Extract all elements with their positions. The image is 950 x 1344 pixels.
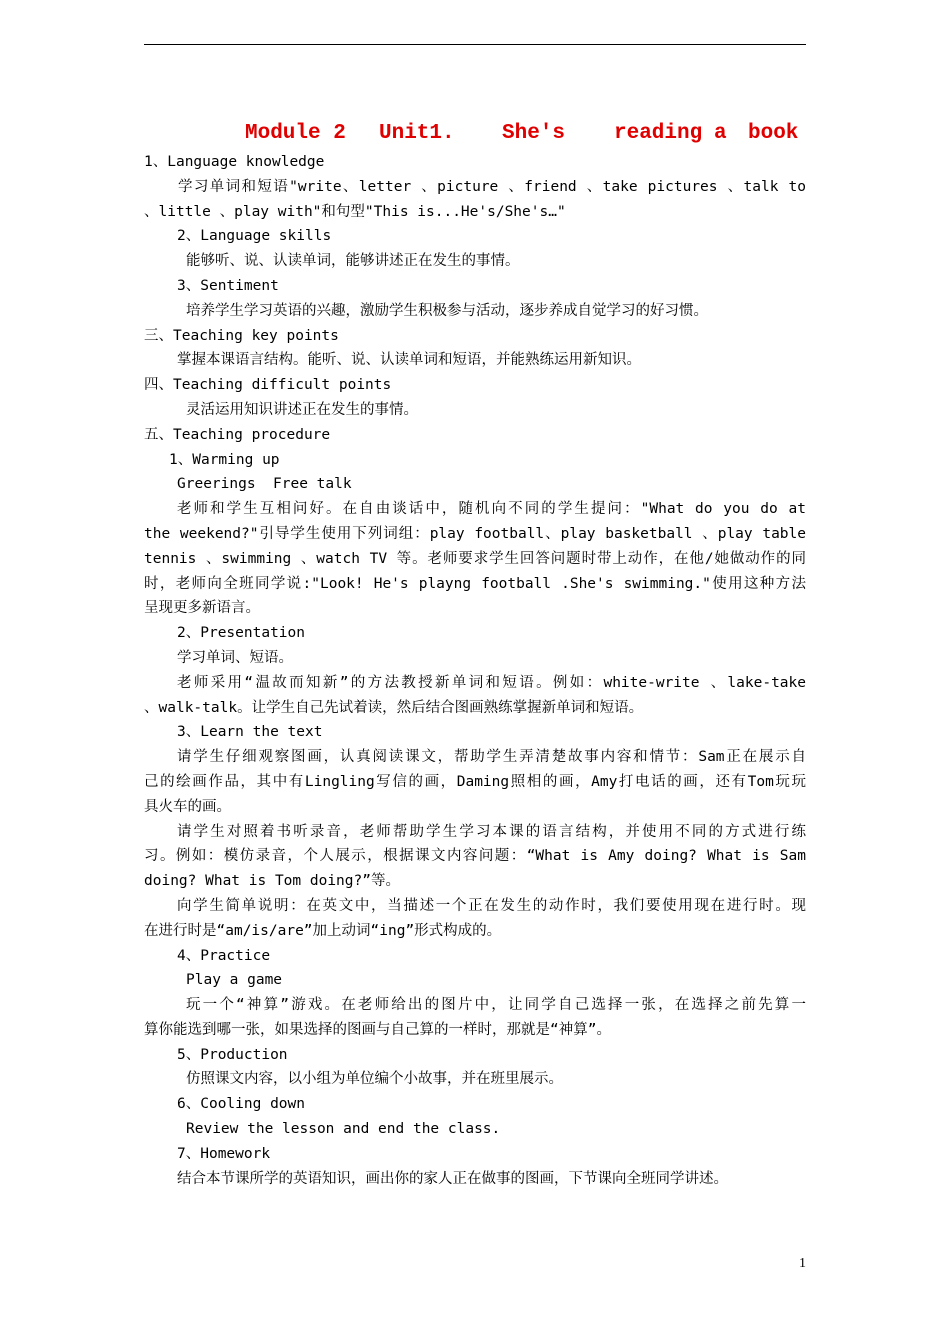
title-word-reading: reading (614, 122, 703, 145)
text-line: 2、Presentation (177, 625, 305, 642)
text-line: 3、Sentiment (177, 277, 279, 294)
text-line: the weekend?"引导学生使用下列词组：play football、play basketball 、play table (144, 525, 806, 542)
text-line: 学习单词、短语。 (177, 649, 293, 666)
text-line: 算你能选到哪一张，如果选择的图画与自己算的一样时，那就是“神算”。 (144, 1021, 611, 1038)
text-line: 向学生简单说明：在英文中，当描述一个正在发生的动作时，我们要使用现在进行时。现 (177, 897, 806, 914)
document-body (144, 150, 806, 1191)
text-line: 三、Teaching key points (144, 327, 339, 344)
text-line: 培养学生学习英语的兴趣，激励学生积极参与活动，逐步养成自觉学习的好习惯。 (186, 302, 708, 319)
text-line: 玩一个“神算”游戏。在老师给出的图片中，让同学自己选择一张，在选择之前先算一 (186, 997, 806, 1014)
text-line: 4、Practice (177, 947, 271, 964)
text-line: 6、Cooling down (177, 1096, 305, 1113)
text-line: 呈现更多新语言。 (144, 600, 260, 617)
text-line: tennis 、swimming 、watch TV 等。老师要求学生回答问题时带上动作，在他/她做动作的同 (144, 550, 806, 567)
text-line: 7、Homework (177, 1145, 271, 1162)
title-word-book: book (748, 122, 799, 145)
text-line: 掌握本课语言结构。能听、说、认读单词和短语，并能熟练运用新知识。 (177, 352, 641, 369)
text-line: 四、Teaching difficult points (144, 377, 392, 394)
title-unit: Unit1. (379, 122, 455, 145)
title-module: Module 2 (245, 122, 346, 145)
text-line: 1、Warming up (169, 451, 280, 468)
page-number: 1 (799, 1256, 806, 1271)
text-line: 老师和学生互相问好。在自由谈话中，随机向不同的学生提问："What do you do at (177, 501, 806, 518)
text-line: 五、Teaching procedure (144, 426, 331, 443)
text-line: 结合本节课所学的英语知识，画出你的家人正在做事的图画，下节课向全班同学讲述。 (177, 1170, 728, 1187)
title-word-shes: She's (502, 122, 566, 145)
text-line: 、little 、play with"和句型"This is...He's/She's…" (144, 203, 566, 220)
text-line: 仿照课文内容，以小组为单位编个小故事，并在班里展示。 (186, 1071, 563, 1088)
text-line: 学习单词和短语"write、letter 、picture 、friend 、take pictures 、talk to (178, 178, 806, 195)
text-line: 1、Language knowledge (144, 154, 325, 170)
text-line: 时，老师向全班同学说:"Look! He's playng football .She's swimming."使用这种方法 (144, 575, 806, 592)
text-line: 2、Language skills (177, 228, 332, 245)
text-line: 3、Learn the text (177, 724, 323, 741)
text-line: 在进行时是“am/is/are”加上动词“ing”形式构成的。 (144, 922, 502, 939)
text-line: 具火车的画。 (144, 798, 231, 815)
header-rule (144, 44, 806, 45)
text-line: doing? What is Tom doing?”等。 (144, 873, 400, 890)
title-word-a: a (714, 122, 727, 145)
text-line: 习。例如：模仿录音，个人展示，根据课文内容问题：“What is Amy doing? What is Sam (144, 848, 806, 865)
text-line: Review the lesson and end the class. (186, 1121, 501, 1138)
text-line: 能够听、说、认读单词，能够讲述正在发生的事情。 (186, 253, 520, 270)
text-line: 请学生仔细观察图画，认真阅读课文，帮助学生弄清楚故事内容和情节：Sam正在展示自 (177, 749, 806, 766)
text-line: 、walk-talk。让学生自己先试着读，然后结合图画熟练掌握新单词和短语。 (144, 699, 644, 716)
text-line: Play a game (186, 972, 283, 989)
text-line: Greerings Free talk (177, 476, 352, 493)
text-line: 己的绘画作品，其中有Lingling写信的画，Daming照相的画，Amy打电话的画，还有Tom玩玩 (144, 773, 806, 790)
text-line: 老师采用“温故而知新”的方法教授新单词和短语。例如：white-write 、lake-take (177, 674, 806, 691)
text-line: 请学生对照着书听录音，老师帮助学生学习本课的语言结构，并使用不同的方式进行练 (177, 823, 806, 840)
text-line: 5、Production (177, 1046, 288, 1063)
text-line: 灵活运用知识讲述正在发生的事情。 (186, 401, 418, 418)
